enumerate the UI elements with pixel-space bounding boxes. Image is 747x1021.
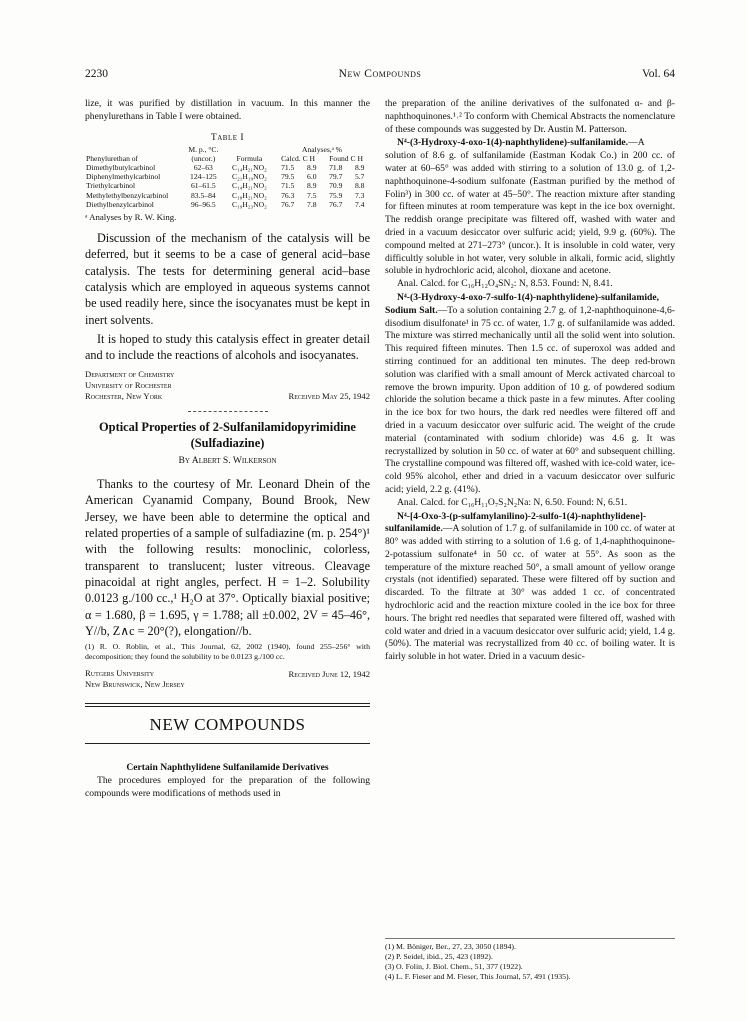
table-cell: 83.5–84 <box>190 190 216 200</box>
section-rule-double <box>85 703 370 707</box>
compound-2-title: N⁴-(3-Hydroxy-4-oxo-7-sulfo-1(4)-naphthylidene)-sulfanilamide, Sodium Salt. <box>385 291 659 316</box>
article-byline: By Albert S. Wilkerson <box>178 455 277 467</box>
section-rule <box>85 743 370 744</box>
table-cell: 76.7 <box>281 199 295 209</box>
compound-3-title: N⁴-[4-Oxo-3-(p-sulfamylanilino)-2-sulfo-1(4)-naphthylidene]-sulfanilamide. <box>385 510 647 535</box>
table-cell: 8.9 <box>307 163 317 172</box>
table-row <box>85 163 370 172</box>
running-header <box>85 68 675 84</box>
table-cell: C₂₁H₁₉NO₂ <box>232 172 267 182</box>
running-title: New Compounds <box>338 68 422 80</box>
received-date: Received May 25, 1942 <box>288 390 370 401</box>
discussion-paragraph: Discussion of the mechanism of the catalysis will be deferred, but it seems to be a case of general acid–base catalysis. The tests for determining general acid–base catalysis which are employed in aqueous systems cannot be used readily here, since the isocyanates must be kept in inert solvents. <box>85 231 370 327</box>
mp-header: M. p., °C. <box>188 144 219 154</box>
table-cell: 76.3 <box>281 190 295 200</box>
table-cell-compound: Dimethylbutylcarbinol <box>86 163 156 172</box>
intro-text: lize, it was purified by distillation in vacuum. In this manner the phenylurethans in Table I were obtained. <box>85 98 370 122</box>
table-cell-compound: Methylethylbenzylcarbinol <box>86 190 169 200</box>
table-row <box>85 172 370 181</box>
table-row <box>85 200 370 209</box>
table-cell-compound: Diphenylmethylcarbinol <box>86 172 161 182</box>
future-work-paragraph: It is hoped to study this catalysis effect in greater detail and to include the reactions of alcohols and isocyanates. <box>85 331 370 363</box>
page-number: 2230 <box>85 68 108 80</box>
table-cell: 7.3 <box>354 190 365 200</box>
table-cell: C₁₈H₂₁NO₂ <box>232 190 267 200</box>
reference-item: (3) O. Folin, J. Biol. Chem., 51, 377 (1922). <box>385 962 523 971</box>
compound-1-paragraph: N⁴-(3-Hydroxy-4-oxo-1(4)-naphthylidene)-sulfanilamide.—A solution of 8.6 g. of sulfanilamide (Eastman Kodak Co.) in 200 cc. of water at 60–65° was added with stirring to a solution of 13.0 g. of 1,2-naphthoquinone-4-sodium sulfonate (Eastman purified by the method of Folin³) in 300 cc. of water at 45–50°. The reaction mixture after standing for fifteen minutes at room temperature was kept in the ice box overnight. The reddish orange precipitate was filtered off, washed with water and dried in a vacuum desiccator over sulfuric acid; yield, 9.9 g. (60%). The compound melted at 271–273° (uncor.). It is insoluble in cold water, very difficultly soluble in hot water, very soluble in alkali, formic acid, slightly soluble in hydrochloric acid, alcohol, dioxane and acetone. <box>385 137 675 277</box>
table-cell: 79.7 <box>329 172 343 182</box>
table-cell: 7.8 <box>307 199 317 209</box>
left-column <box>85 98 370 801</box>
table-cell: 76.7 <box>329 199 343 209</box>
right-column <box>385 98 675 664</box>
analyses-header: Analyses,ᵃ % <box>301 144 343 154</box>
table-cell: C₁₄H₂₁NO₂ <box>232 181 267 191</box>
table-cell: 8.9 <box>354 163 365 172</box>
table-head-row-2: Phenylurethan of (uncor.) Formula Calcd. C H Found C H <box>86 153 363 163</box>
table-cell: C₁₄H₂₁NO₂ <box>232 163 267 172</box>
table-cell: 71.8 <box>329 163 343 172</box>
table-footnote: ᵃ Analyses by R. W. King. <box>85 212 177 223</box>
table-cell: 96–96.5 <box>190 199 216 209</box>
reference-item: (2) P. Seidel, ibid., 25, 423 (1892). <box>385 952 493 961</box>
procedure-intro: The procedures employed for the preparation of the following compounds were modifications of methods used in <box>85 775 370 800</box>
table-cell: 6.0 <box>307 172 317 182</box>
affiliation-rutgers: Rutgers University New Brunswick, New Jersey Received June 12, 1942 <box>85 668 370 689</box>
table-cell: 7.4 <box>354 199 365 209</box>
table-cell: C₁₉H₂₃NO₂ <box>232 199 267 209</box>
article-separator <box>188 411 268 412</box>
table-cell: 8.8 <box>354 181 365 191</box>
phenylurethan-table <box>85 145 370 209</box>
compound-3-paragraph: N⁴-[4-Oxo-3-(p-sulfamylanilino)-2-sulfo-1(4)-naphthylidene]-sulfanilamide.—A solution of 1.7 g. of sulfanilamide in 100 cc. of water at 80° was added with stirring to a solution of 1.6 g. of 1,4-naphthoquinone-2-potassium sulfonate⁴ in 50 cc. of water at 55°. As soon as the temperature of the mixture reached 50°, a small amount of yellow orange crystals (not identified) separated. These were filtered off by suction and discarded. To the filtrate at 30° was added 1 cc. of concentrated hydrochloric acid and the reaction mixture cooled in the ice box for three hours. The bright red needles that separated were filtered off, washed with cold water and dried in a vacuum desiccator over sulfuric acid; yield, 1.4 g. (50%). The material was recrystallized from 40 cc. of boiling water. It is fairly soluble in hot water. Dried in a vacuum desic- <box>385 510 675 663</box>
received-date: Received June 12, 1942 <box>288 668 370 679</box>
table-cell: 5.7 <box>354 172 365 182</box>
table-cell-compound: Diethylbenzylcarbinol <box>86 199 154 209</box>
article-body: Thanks to the courtesy of Mr. Leonard Dhein of the American Cyanamid Company, Bound Brook, New Jersey, we have been able to determine the optical and related properties of a sample of sulfadiazine (m. p. 254°)¹ with the following results: monoclinic, colorless, transparent to translucent; luster vitreous. Cleavage pinacoidal at right angles, perfect. H = 1–2. Solubility 0.0123 g./100 cc.,¹ H₂O at 37°. Optically biaxial positive; α = 1.680, β = 1.695, γ = 1.788; all ±0.002, 2V = 45–46°, Y//b, Z∧c = 20°(?), elongation//b. <box>85 477 371 638</box>
table-row <box>85 181 370 190</box>
table-cell: 71.5 <box>281 181 295 191</box>
reference-list <box>385 938 675 982</box>
procedure-continued: the preparation of the aniline derivatives of the sulfonated α- and β-naphthoquinones.¹˒² To conform with Chemical Abstracts the nomenclature of these compounds was suggested by Dr. Austin M. Patterson. <box>385 98 675 135</box>
affiliation-rochester: Department of Chemistry University of Rochester Rochester, New York Received May 25, 1942 <box>85 369 370 401</box>
table-cell: 62–63 <box>193 163 213 172</box>
table-cell-compound: Triethylcarbinol <box>86 181 136 191</box>
table-cell: 7.5 <box>307 190 317 200</box>
reference-item: (1) M. Böniger, Ber., 27, 23, 3050 (1894). <box>385 942 516 951</box>
table-title: Table I <box>210 131 245 143</box>
table-cell: 71.5 <box>281 163 295 172</box>
subsection-heading: Certain Naphthylidene Sulfanilamide Derivatives <box>126 762 329 774</box>
table-row <box>85 191 370 200</box>
table-cell: 8.9 <box>307 181 317 191</box>
table-cell: 75.9 <box>329 190 343 200</box>
table-cell: 70.9 <box>329 181 343 191</box>
table-head-row-1 <box>85 145 370 154</box>
table-cell: 124–125 <box>190 172 217 182</box>
article-title: Optical Properties of 2-Sulfanilamidopyrimidine (Sulfadiazine) <box>99 420 356 450</box>
compound-1-title: N⁴-(3-Hydroxy-4-oxo-1(4)-naphthylidene)-sulfanilamide. <box>397 137 629 149</box>
section-title: NEW COMPOUNDS <box>149 715 306 735</box>
table-cell: 61–61.5 <box>190 181 216 191</box>
volume-label: Vol. 64 <box>641 68 675 80</box>
compound-2-paragraph: N⁴-(3-Hydroxy-4-oxo-7-sulfo-1(4)-naphthylidene)-sulfanilamide, Sodium Salt.—To a solution containing 2.7 g. of 1,2-naphthoquinone-4,6-disodium disulfonate¹ in 75 cc. of water, 1.7 g. of sulfanilamide was added. The mixture was stirred mechanically until all the solid went into solution. This required fifteen minutes. Then 1.5 cc. of superoxol was added and stirring continued for an additional ten minutes. The deep red-brown solution was clarified with a small amount of Merck activated charcoal to remove the brown impurity. Upon addition of 10 g. of powdered sodium chloride the solution became a thick paste in a few minutes. After cooling in the ice box for two hours, the dark red needles were filtered off and dried in a vacuum desiccator over sulfuric acid. The weight of the crude material (contaminated with sodium chloride) was 4.6 g. It was recrystallized by solution in 50 cc. of water at 60° and subsequent chilling. The crystalline compound was filtered off, washed with ice-cold water, ice-cold 95% alcohol, ether and dried in a vacuum desiccator over sulfuric acid; yield, 2.2 g. (41%). <box>385 291 675 495</box>
reference-item: (4) L. F. Fieser and M. Fieser, This Journal, 57, 491 (1935). <box>385 972 571 981</box>
compound-2-analysis: Anal. Calcd. for C₁₆H₁₁O₇S₂N₂Na: N, 6.50. Found: N, 6.51. <box>397 496 628 508</box>
table-cell: 79.5 <box>281 172 295 182</box>
footnote-ref-1: (1) R. O. Roblin, et al., This Journal, 62, 2002 (1940), found 255–256° with decomposition; they found the solubility to be 0.0123 g./100 cc. <box>85 642 370 662</box>
compound-1-analysis: Anal. Calcd. for C₁₆H₁₂O₄SN₂: N, 8.53. Found: N, 8.41. <box>397 278 613 290</box>
